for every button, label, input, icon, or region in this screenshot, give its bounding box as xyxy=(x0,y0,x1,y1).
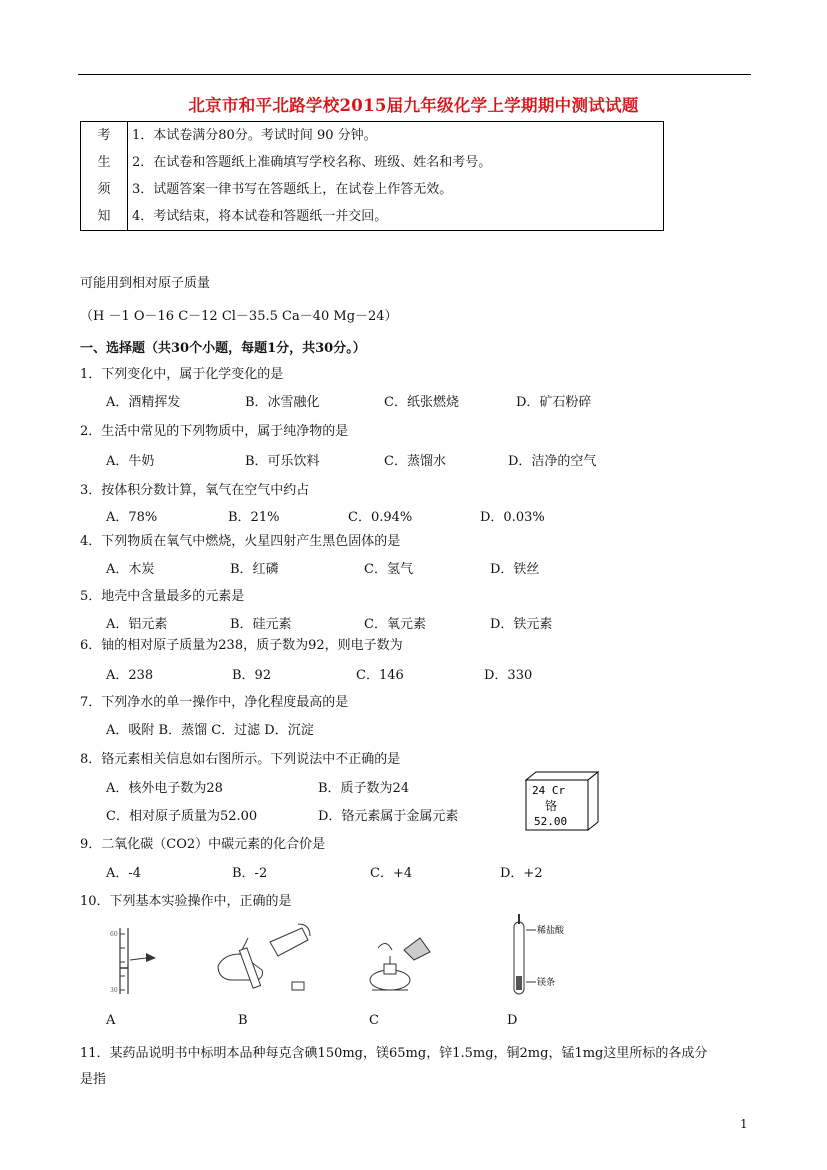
option-1a: A．酒精挥发 xyxy=(106,395,181,410)
notice-side-char: 须 xyxy=(97,182,111,197)
question-11-line2: 是指 xyxy=(80,1072,107,1087)
option-9a: A．-4 xyxy=(106,866,142,881)
option-2a: A．牛奶 xyxy=(106,454,155,469)
question-10: 10．下列基本实验操作中，正确的是 xyxy=(80,894,292,909)
option-3b: B．21% xyxy=(228,510,280,525)
option-2c: C．蒸馏水 xyxy=(384,454,446,469)
option-6a: A．238 xyxy=(106,668,154,683)
notice-side-label xyxy=(81,122,128,231)
option-9b: B．-2 xyxy=(232,866,268,881)
atomic-mass-values: （H －1 O－16 C－12 Cl－35.5 Ca－40 Mg－24） xyxy=(80,309,398,324)
question-11-line1: 11．某药品说明书中标明本品种每克含碘150mg，镁65mg，锌1.5mg，铜2mg，锰1mg这里所标的各成分 xyxy=(80,1046,708,1061)
notice-rules xyxy=(128,122,664,231)
chromium-name: 铬 xyxy=(545,799,558,813)
notice-side-char: 知 xyxy=(97,209,111,224)
option-8b: B．质子数为24 xyxy=(318,781,410,796)
svg-text:30: 30 xyxy=(110,987,118,994)
header-rule xyxy=(78,74,751,75)
option-8c: C．相对原子质量为52.00 xyxy=(106,809,258,824)
option-6c: C．146 xyxy=(356,668,404,683)
svg-text:60: 60 xyxy=(110,931,118,938)
options-7: A．吸附 B．蒸馏 C．过滤 D．沉淀 xyxy=(106,723,314,738)
chromium-mass: 52.00 xyxy=(534,815,568,828)
option-8a: A．核外电子数为28 xyxy=(106,781,223,796)
alcohol-lamp-figure xyxy=(360,930,440,998)
option-6b: B．92 xyxy=(232,668,272,683)
question-4: 4．下列物质在氧气中燃烧，火星四射产生黑色固体的是 xyxy=(80,534,401,549)
notice-rule: 2．在试卷和答题纸上准确填写学校名称、班级、姓名和考号。 xyxy=(132,155,492,170)
option-5d: D．铁元素 xyxy=(490,617,553,632)
option-5b: B．硅元素 xyxy=(230,617,292,632)
test-tube-figure xyxy=(500,912,580,1002)
option-8d: D．铬元素属于金属元素 xyxy=(318,809,459,824)
option-1d: D．矿石粉碎 xyxy=(516,395,592,410)
option-2d: D．洁净的空气 xyxy=(508,454,597,469)
notice-side-char: 生 xyxy=(97,155,111,170)
page-number: 1 xyxy=(740,1117,748,1131)
option-1c: C．纸张燃烧 xyxy=(384,395,459,410)
option-4c: C．氢气 xyxy=(364,562,413,577)
notice-side-char: 考 xyxy=(97,128,111,143)
question-6: 6．铀的相对原子质量为238，质子数为92，则电子数为 xyxy=(80,638,403,653)
option-1b: B．冰雪融化 xyxy=(245,395,320,410)
option-3a: A．78% xyxy=(106,510,158,525)
option-9c: C．+4 xyxy=(370,866,413,881)
option-6d: D．330 xyxy=(484,668,533,683)
figure-label-a: A xyxy=(106,1013,116,1028)
option-3d: D．0.03% xyxy=(480,510,545,525)
section-heading: 一、选择题（共30个小题，每题1分，共30分。） xyxy=(80,341,366,356)
question-3: 3．按体积分数计算，氧气在空气中约占 xyxy=(80,483,310,498)
option-4a: A．木炭 xyxy=(106,562,155,577)
question-5: 5．地壳中含量最多的元素是 xyxy=(80,589,245,604)
option-3c: C．0.94% xyxy=(348,510,413,525)
notice-rule: 3．试题答案一律书写在答题纸上，在试卷上作答无效。 xyxy=(132,182,453,197)
question-8: 8．铬元素相关信息如右图所示。下列说法中不正确的是 xyxy=(80,752,401,767)
option-4d: D．铁丝 xyxy=(490,562,540,577)
dropper-bottom-label: 镁条 xyxy=(537,978,556,988)
figure-label-b: B xyxy=(238,1013,248,1028)
question-9: 9．二氧化碳（CO2）中碳元素的化合价是 xyxy=(80,837,326,852)
dropper-top-label: 稀盐酸 xyxy=(537,926,565,936)
figure-label-d: D xyxy=(507,1013,518,1028)
figure-label-c: C xyxy=(369,1013,379,1028)
option-4b: B．红磷 xyxy=(230,562,279,577)
atomic-mass-title: 可能用到相对原子质量 xyxy=(80,276,211,291)
question-1: 1．下列变化中，属于化学变化的是 xyxy=(80,367,284,382)
option-5c: C．氧元素 xyxy=(364,617,426,632)
page-title: 北京市和平北路学校2015届九年级化学上学期期中测试试题 xyxy=(188,96,639,115)
chromium-element-card xyxy=(522,770,602,832)
question-7: 7．下列净水的单一操作中，净化程度最高的是 xyxy=(80,695,349,710)
option-5a: A．铝元素 xyxy=(106,617,168,632)
option-2b: B．可乐饮料 xyxy=(245,454,320,469)
notice-rule: 4．考试结束，将本试卷和答题纸一并交回。 xyxy=(132,209,388,224)
notice-rule: 1．本试卷满分80分。考试时间 90 分钟。 xyxy=(132,128,377,143)
option-9d: D．+2 xyxy=(500,866,543,881)
question-2: 2．生活中常见的下列物质中，属于纯净物的是 xyxy=(80,424,349,439)
cylinder-reading-figure xyxy=(100,924,170,996)
chromium-number-symbol: 24 Cr xyxy=(532,784,566,797)
pouring-figure xyxy=(210,918,320,996)
exam-notice-table xyxy=(80,121,664,231)
